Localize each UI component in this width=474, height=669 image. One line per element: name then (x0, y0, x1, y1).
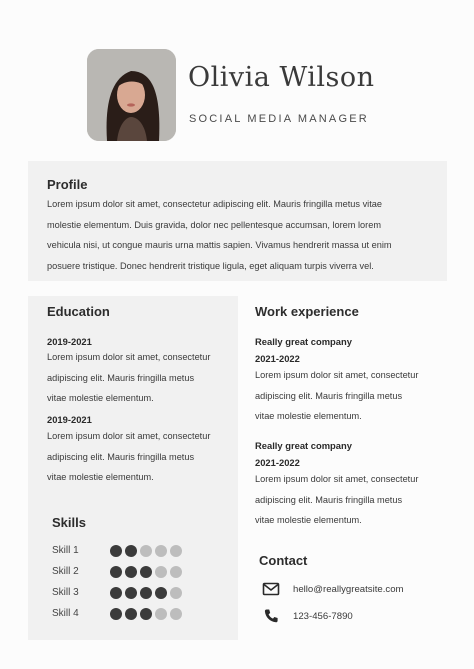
work-line: adipiscing elit. Mauris fringilla metus (255, 390, 403, 401)
education-years: 2019-2021 (47, 336, 92, 347)
work-line: vitae molestie elementum. (255, 515, 362, 525)
rating-dot-filled (110, 587, 122, 599)
rating-dot-filled (110, 566, 122, 578)
profile-photo (87, 49, 176, 141)
work-description (255, 365, 418, 427)
education-line: vitae molestie elementum. (47, 393, 154, 403)
rating-dot-filled (125, 545, 137, 557)
work-company: Really great company (255, 440, 352, 451)
profile-text (47, 194, 392, 276)
education-line: Lorem ipsum dolor sit amet, consectetur (47, 352, 211, 362)
profile-heading: Profile (47, 177, 88, 192)
education-description (47, 426, 210, 488)
rating-dot-filled (155, 587, 167, 599)
skill-label: Skill 3 (52, 587, 79, 598)
rating-dot-filled (125, 587, 137, 599)
email-link[interactable]: hello@reallygreatsite.com (293, 584, 404, 595)
rating-dot-empty (170, 608, 182, 620)
work-line: Lorem ipsum dolor sit amet, consectetur (255, 474, 419, 484)
skills-heading: Skills (52, 515, 86, 530)
phone-link[interactable]: 123-456-7890 (293, 611, 353, 622)
phone-icon (262, 607, 280, 625)
work-heading: Work experience (255, 304, 359, 319)
rating-dot-filled (125, 566, 137, 578)
work-description (255, 469, 418, 531)
rating-dot-empty (155, 608, 167, 620)
skill-rating (110, 608, 182, 620)
skill-label: Skill 4 (52, 608, 79, 619)
skill-label: Skill 2 (52, 566, 79, 577)
rating-dot-empty (170, 587, 182, 599)
candidate-name: Olivia Wilson (188, 62, 375, 93)
education-line: adipiscing elit. Mauris fringilla metus (47, 451, 195, 462)
education-line: Lorem ipsum dolor sit amet, consectetur (47, 431, 211, 441)
work-years: 2021-2022 (255, 457, 300, 468)
rating-dot-filled (140, 566, 152, 578)
profile-line: vehicula nisi, ut congue mauris urna mattis sapien. Vivamus hendrerit massa ut enim (47, 240, 392, 250)
profile-line: Lorem ipsum dolor sit amet, consectetur adipiscing elit. Mauris fringilla metus vitae (47, 199, 382, 209)
rating-dot-filled (140, 587, 152, 599)
education-years: 2019-2021 (47, 414, 92, 425)
rating-dot-filled (110, 608, 122, 620)
education-heading: Education (47, 304, 110, 319)
envelope-icon (262, 580, 280, 598)
rating-dot-empty (155, 545, 167, 557)
rating-dot-empty (155, 566, 167, 578)
work-company: Really great company (255, 336, 352, 347)
skill-rating (110, 545, 182, 557)
education-description (47, 347, 210, 409)
profile-line: molestie elementum. Duis gravida, dolor nec pellentesque accumsan, lorem lorem (47, 219, 381, 230)
rating-dot-empty (140, 545, 152, 557)
education-line: vitae molestie elementum. (47, 472, 154, 482)
rating-dot-empty (170, 545, 182, 557)
contact-heading: Contact (259, 553, 308, 568)
rating-dot-filled (110, 545, 122, 557)
skill-label: Skill 1 (52, 545, 79, 556)
work-line: adipiscing elit. Mauris fringilla metus (255, 494, 403, 505)
rating-dot-empty (170, 566, 182, 578)
work-years: 2021-2022 (255, 353, 300, 364)
candidate-role: SOCIAL MEDIA MANAGER (189, 113, 369, 125)
profile-line: posuere tristique. Donec hendrerit tristique ligula, eget aliquam turpis viverra vel. (47, 260, 374, 271)
rating-dot-filled (125, 608, 137, 620)
work-line: Lorem ipsum dolor sit amet, consectetur (255, 370, 419, 380)
skill-rating (110, 566, 182, 578)
work-line: vitae molestie elementum. (255, 411, 362, 421)
skill-rating (110, 587, 182, 599)
rating-dot-filled (140, 608, 152, 620)
education-line: adipiscing elit. Mauris fringilla metus (47, 372, 195, 383)
portrait-image (87, 49, 176, 141)
